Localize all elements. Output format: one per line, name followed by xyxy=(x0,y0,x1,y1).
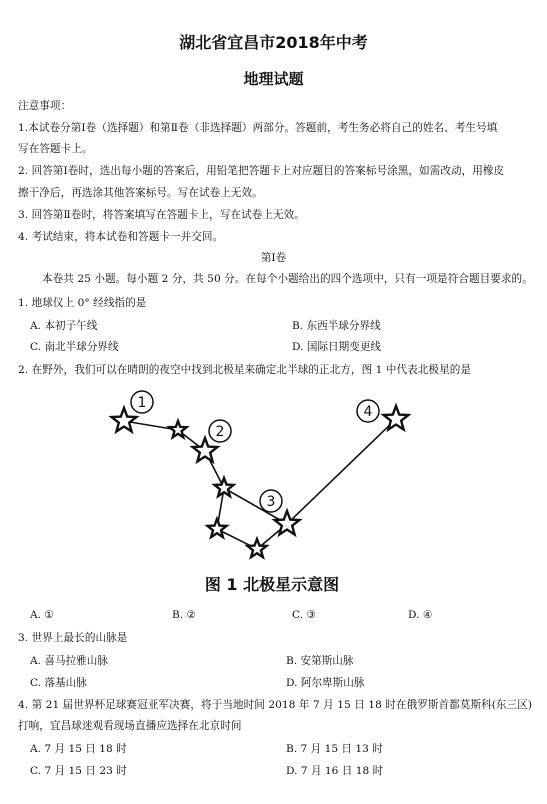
notice-line: 1.本试卷分第Ⅰ卷（选择题）和第Ⅱ卷（非选择题）两部分。答题前，考生务必将自己的姓名、考生号填 xyxy=(18,122,498,134)
q3-option-c: C. 落基山脉 xyxy=(30,677,87,689)
figure-caption: 图 1 北极星示意图 xyxy=(204,575,340,594)
q2-option-b: B. ② xyxy=(172,609,197,621)
q4-option-c: C. 7 月 15 日 23 时 xyxy=(30,765,127,777)
q1-option-d: D. 国际日期变更线 xyxy=(292,341,382,353)
question-4-stem-line-1: 4. 第 21 届世界杯足球赛冠亚军决赛，将于当地时间 2018 年 7 月 15 日 18 时在俄罗斯首都莫斯科(东三区) xyxy=(18,699,533,711)
star-icon xyxy=(384,406,409,430)
question-2-stem: 2. 在野外，我们可以在晴朗的夜空中找到北极星来确定北半球的正北方，图 1 中代表北极星的是 xyxy=(18,364,471,376)
q4-option-d: D. 7 月 16 日 18 时 xyxy=(286,765,384,777)
notice-header: 注意事项： xyxy=(18,100,72,112)
q2-option-a: A. ① xyxy=(30,609,54,621)
constellation-lines xyxy=(124,419,396,549)
q1-option-b: B. 东西半球分界线 xyxy=(292,320,381,332)
question-1-stem: 1. 地球仪上 0° 经线指的是 xyxy=(18,297,147,309)
star-icon xyxy=(215,478,234,496)
section-intro: 本卷共 25 小题。每小题 2 分，共 50 分。在每个小题给出的四个选项中，只有一项是符合题目要求的。 xyxy=(42,273,533,285)
exam-subtitle: 地理试题 xyxy=(243,70,304,88)
q2-option-d: D. ④ xyxy=(408,609,433,621)
stars-group xyxy=(112,406,409,557)
question-4-stem-line-2: 打响，宜昌球迷观看现场直播应选择在北京时间 xyxy=(18,720,242,732)
notice-line: 3. 回答第Ⅱ卷时，将答案填写在答题卡上，写在试卷上无效。 xyxy=(18,209,305,221)
notice-line: 2. 回答第Ⅰ卷时，选出每小题的答案后，用铅笔把答题卡上对应题目的答案标号涂黑，如需改动，用橡皮 xyxy=(18,165,505,177)
q1-option-c: C. 南北半球分界线 xyxy=(30,341,119,353)
q3-option-d: D. 阿尔卑斯山脉 xyxy=(286,677,365,689)
star-label-circles xyxy=(131,391,379,512)
star-icon xyxy=(208,519,227,537)
q4-option-a: A. 7 月 15 日 18 时 xyxy=(30,743,127,755)
question-3-stem: 3. 世界上最长的山脉是 xyxy=(18,632,128,644)
notice-line: 写在答题卡上。 xyxy=(18,143,93,155)
star-label-3: 3 xyxy=(266,494,276,510)
q4-option-b: B. 7 月 15 日 13 时 xyxy=(286,743,383,755)
star-icon xyxy=(112,408,137,432)
exam-title: 湖北省宜昌市2018年中考 xyxy=(179,33,368,52)
section-title: 第Ⅰ卷 xyxy=(260,252,287,264)
star-icon xyxy=(248,539,267,557)
star-icon xyxy=(193,438,218,462)
star-label-1: 1 xyxy=(137,395,147,411)
notice-line: 4. 考试结束，将本试卷和答题卡一并交回。 xyxy=(18,231,224,243)
notice-line: 擦干净后，再选涂其他答案标号。写在试卷上无效。 xyxy=(18,187,263,199)
star-label-4: 4 xyxy=(363,404,373,420)
q2-option-c: C. ③ xyxy=(292,609,316,621)
q3-option-a: A. 喜马拉雅山脉 xyxy=(30,655,108,667)
star-label-2: 2 xyxy=(215,424,225,440)
q1-option-a: A. 本初子午线 xyxy=(30,320,98,332)
q3-option-b: B. 安第斯山脉 xyxy=(286,655,354,667)
